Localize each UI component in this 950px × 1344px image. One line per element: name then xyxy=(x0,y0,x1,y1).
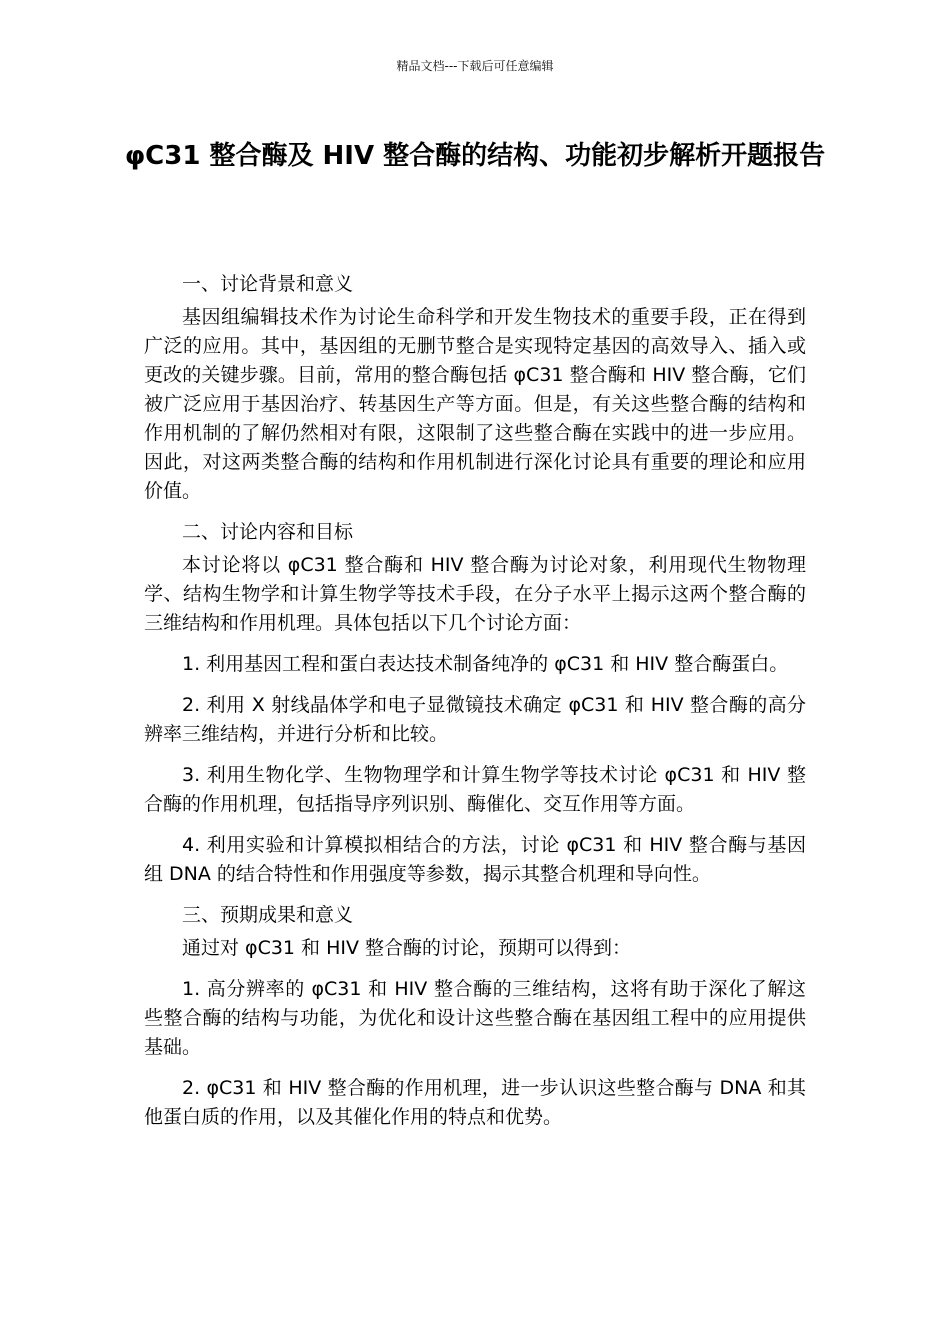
list-item: 1. 高分辨率的 φC31 和 HIV 整合酶的三维结构，这将有助于深化了解这些整合酶的结构与功能，为优化和设计这些整合酶在基因组工程中的应用提供基础。 xyxy=(144,978,806,1058)
paragraph-background: 基因组编辑技术作为讨论生命科学和开发生物技术的重要手段，正在得到广泛的应用。其中，基因组的无删节整合是实现特定基因的高效导入、插入或更改的关键步骤。目前，常用的整合酶包括 φC31 整合酶和 HIV 整合酶，它们被广泛应用于基因治疗、转基因生产等方面。但是，有关这些整合酶的结构和作用机制的了解仍然相对有限，这限制了这些整合酶在实践中的进一步应用。因此，对这两类整合酶的结构和作用机制进行深化讨论具有重要的理论和应用价值。 xyxy=(144,306,806,502)
list-item: 1. 利用基因工程和蛋白表达技术制备纯净的 φC31 和 HIV 整合酶蛋白。 xyxy=(182,653,789,675)
paragraph-outcomes-intro: 通过对 φC31 和 HIV 整合酶的讨论，预期可以得到： xyxy=(182,937,632,959)
list-item: 2. φC31 和 HIV 整合酶的作用机理，进一步认识这些整合酶与 DNA 和其他蛋白质的作用，以及其催化作用的特点和优势。 xyxy=(144,1077,806,1128)
section-heading-outcomes: 三、预期成果和意义 xyxy=(182,904,354,926)
paragraph-content-intro: 本讨论将以 φC31 整合酶和 HIV 整合酶为讨论对象，利用现代生物物理学、结构生物学和计算生物学等技术手段，在分子水平上揭示这两个整合酶的三维结构和作用机理。具体包括以下几个讨论方面： xyxy=(144,554,806,634)
document-body xyxy=(144,270,806,1144)
list-item: 4. 利用实验和计算模拟相结合的方法，讨论 φC31 和 HIV 整合酶与基因组 DNA 的结合特性和作用强度等参数，揭示其整合机理和导向性。 xyxy=(144,834,806,885)
section-heading-background: 一、讨论背景和意义 xyxy=(182,273,354,295)
header-note: 精品文档---下载后可任意编辑 xyxy=(396,59,554,73)
document-title: φC31 整合酶及 HIV 整合酶的结构、功能初步解析开题报告 xyxy=(124,141,826,171)
list-item: 2. 利用 X 射线晶体学和电子显微镜技术确定 φC31 和 HIV 整合酶的高分辨率三维结构，并进行分析和比较。 xyxy=(144,694,806,745)
section-heading-content: 二、讨论内容和目标 xyxy=(182,521,354,543)
list-item: 3. 利用生物化学、生物物理学和计算生物学等技术讨论 φC31 和 HIV 整合酶的作用机理，包括指导序列识别、酶催化、交互作用等方面。 xyxy=(144,764,806,815)
